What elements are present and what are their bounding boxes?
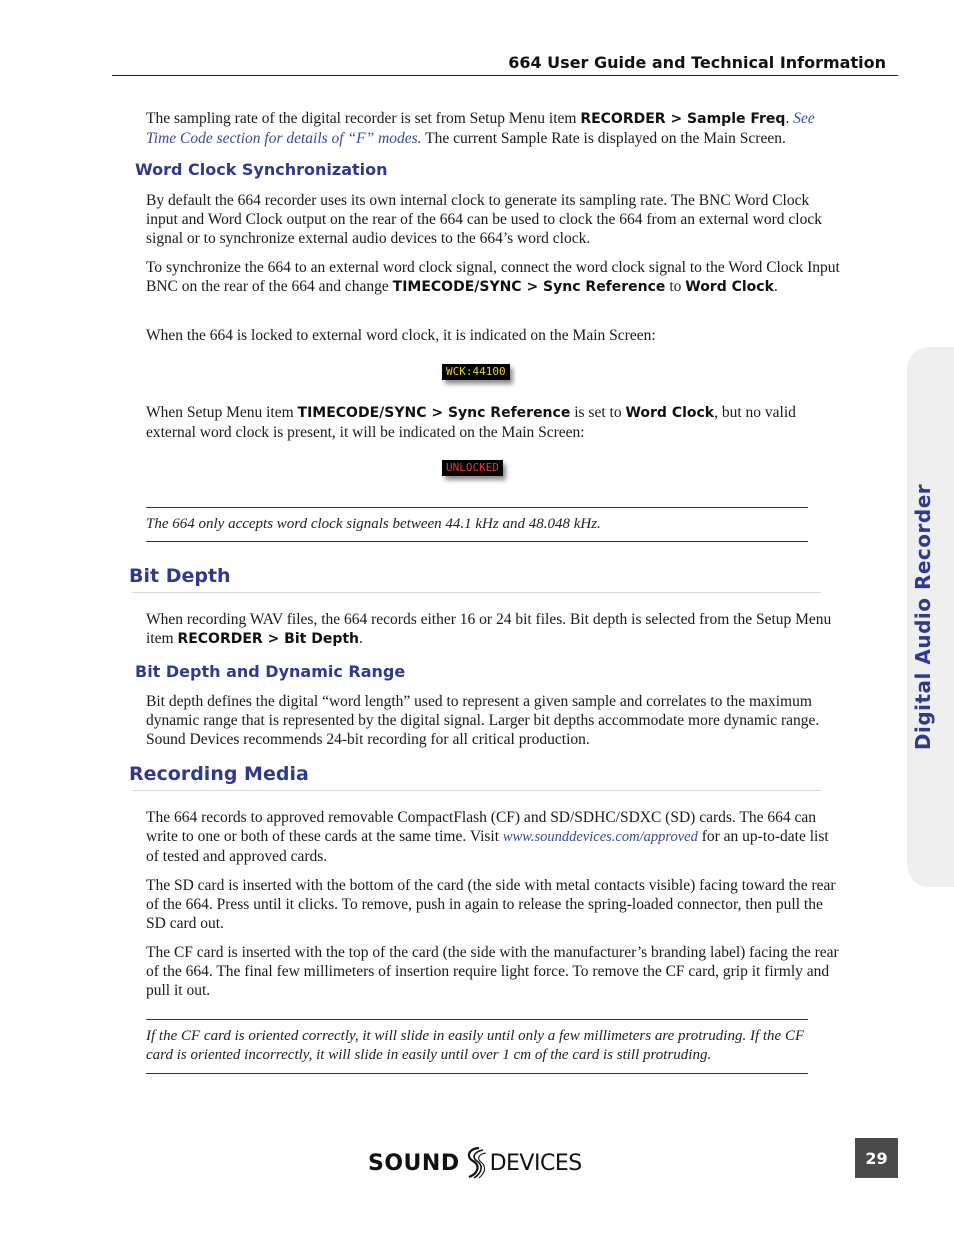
intro-paragraph: The sampling rate of the digital recorder is set from Setup Menu item RECORDER > Sample Freq. See Time Code section for details of “F” modes. The current Sample Rate is displayed on the Main Screen. — [146, 110, 815, 147]
word-clock-paragraph-2: To synchronize the 664 to an external word clock signal, connect the word clock signal to the Word Clock Input BNC on the rear of the 664 and change TIMECODE/SYNC > Sync Reference to Word Clock. — [146, 259, 840, 295]
chapter-tab-text: Digital Audio Recorder — [911, 483, 935, 751]
page-number: 29 — [855, 1138, 898, 1178]
section-rule — [132, 790, 821, 791]
menu-value: Word Clock — [625, 405, 715, 421]
recording-media-paragraph-2: The SD card is inserted with the bottom of the card (the side with metal contacts visible) facing toward the rear of the 664. Press until it clicks. To remove, push in again to release the spring-loaded connector, then pull the SD card out. — [146, 877, 836, 932]
note-rule-bottom — [146, 541, 808, 542]
word-clock-note: The 664 only accepts word clock signals between 44.1 kHz and 48.048 kHz. — [146, 516, 601, 532]
word-clock-paragraph-3: When the 664 is locked to external word clock, it is indicated on the Main Screen: — [146, 327, 656, 344]
approved-cards-link[interactable]: www.sounddevices.com/approved — [502, 829, 698, 845]
cross-reference: See Time Code section for details of “F” modes. — [146, 110, 815, 147]
menu-path: TIMECODE/SYNC > Sync Reference — [297, 405, 571, 421]
bit-depth-dynamic-range-heading: Bit Depth and Dynamic Range — [135, 662, 406, 681]
menu-value: Word Clock — [685, 279, 774, 295]
logo-devices-text: DEVICES — [489, 1150, 582, 1176]
bit-depth-paragraph-1: When recording WAV files, the 664 records either 16 or 24 bit files. Bit depth is selected from the Setup Menu item RECORDER > Bit Depth. — [146, 611, 832, 647]
recording-media-paragraph-3: The CF card is inserted with the top of the card (the side with the manufacturer’s branding label) facing the rear of the 664. The final few millimeters of insertion require light force. To remove the CF card, grip it firmly and pull it out. — [146, 944, 839, 999]
logo-wave-icon — [462, 1146, 488, 1180]
note-rule-top — [146, 1019, 808, 1020]
header-rule — [112, 75, 898, 76]
word-clock-paragraph-1: By default the 664 recorder uses its own internal clock to generate its sampling rate. The BNC Word Clock input and Word Clock output on the rear of the 664 can be used to clock the 664 from an external word clock signal or to synchronize external audio devices to the 664’s word clock. — [146, 192, 822, 247]
menu-path: RECORDER > Sample Freq — [580, 111, 786, 127]
note-rule-bottom — [146, 1073, 808, 1074]
recording-media-note: If the CF card is oriented correctly, it will slide in easily until only a few millimeters are protruding. If the CF card is oriented incorrectly, it will slide in easily until over 1 cm of the card is still protruding. — [146, 1028, 805, 1063]
running-header: 664 User Guide and Technical Information — [508, 53, 886, 72]
logo-sound-text: SOUND — [368, 1150, 460, 1176]
sound-devices-logo — [368, 1146, 582, 1180]
lcd-wordclock-locked: WCK:44100 — [442, 364, 510, 380]
bit-depth-heading: Bit Depth — [129, 565, 231, 587]
menu-path: RECORDER > Bit Depth — [177, 631, 360, 647]
lcd-wordclock-unlocked: UNLOCKED — [442, 460, 503, 476]
word-clock-heading: Word Clock Synchronization — [135, 160, 388, 179]
section-rule — [132, 592, 821, 593]
word-clock-paragraph-4: When Setup Menu item TIMECODE/SYNC > Sync Reference is set to Word Clock, but no valid external word clock is present, it will be indicated on the Main Screen: — [146, 404, 796, 441]
recording-media-heading: Recording Media — [129, 763, 309, 785]
note-rule-top — [146, 507, 808, 508]
bit-depth-paragraph-2: Bit depth defines the digital “word length” used to represent a given sample and correlates to the maximum dynamic range that is represented by the digital signal. Larger bit depths accommodate more dynamic range. Sound Devices recommends 24-bit recording for all critical production. — [146, 693, 820, 748]
menu-path: TIMECODE/SYNC > Sync Reference — [392, 279, 666, 295]
recording-media-paragraph-1: The 664 records to approved removable CompactFlash (CF) and SD/SDHC/SDXC (SD) cards. The 664 can write to one or both of these cards at the same time. Visit www.sounddevices.com/approved for an up-to-date list of tested and approved cards. — [146, 809, 829, 865]
